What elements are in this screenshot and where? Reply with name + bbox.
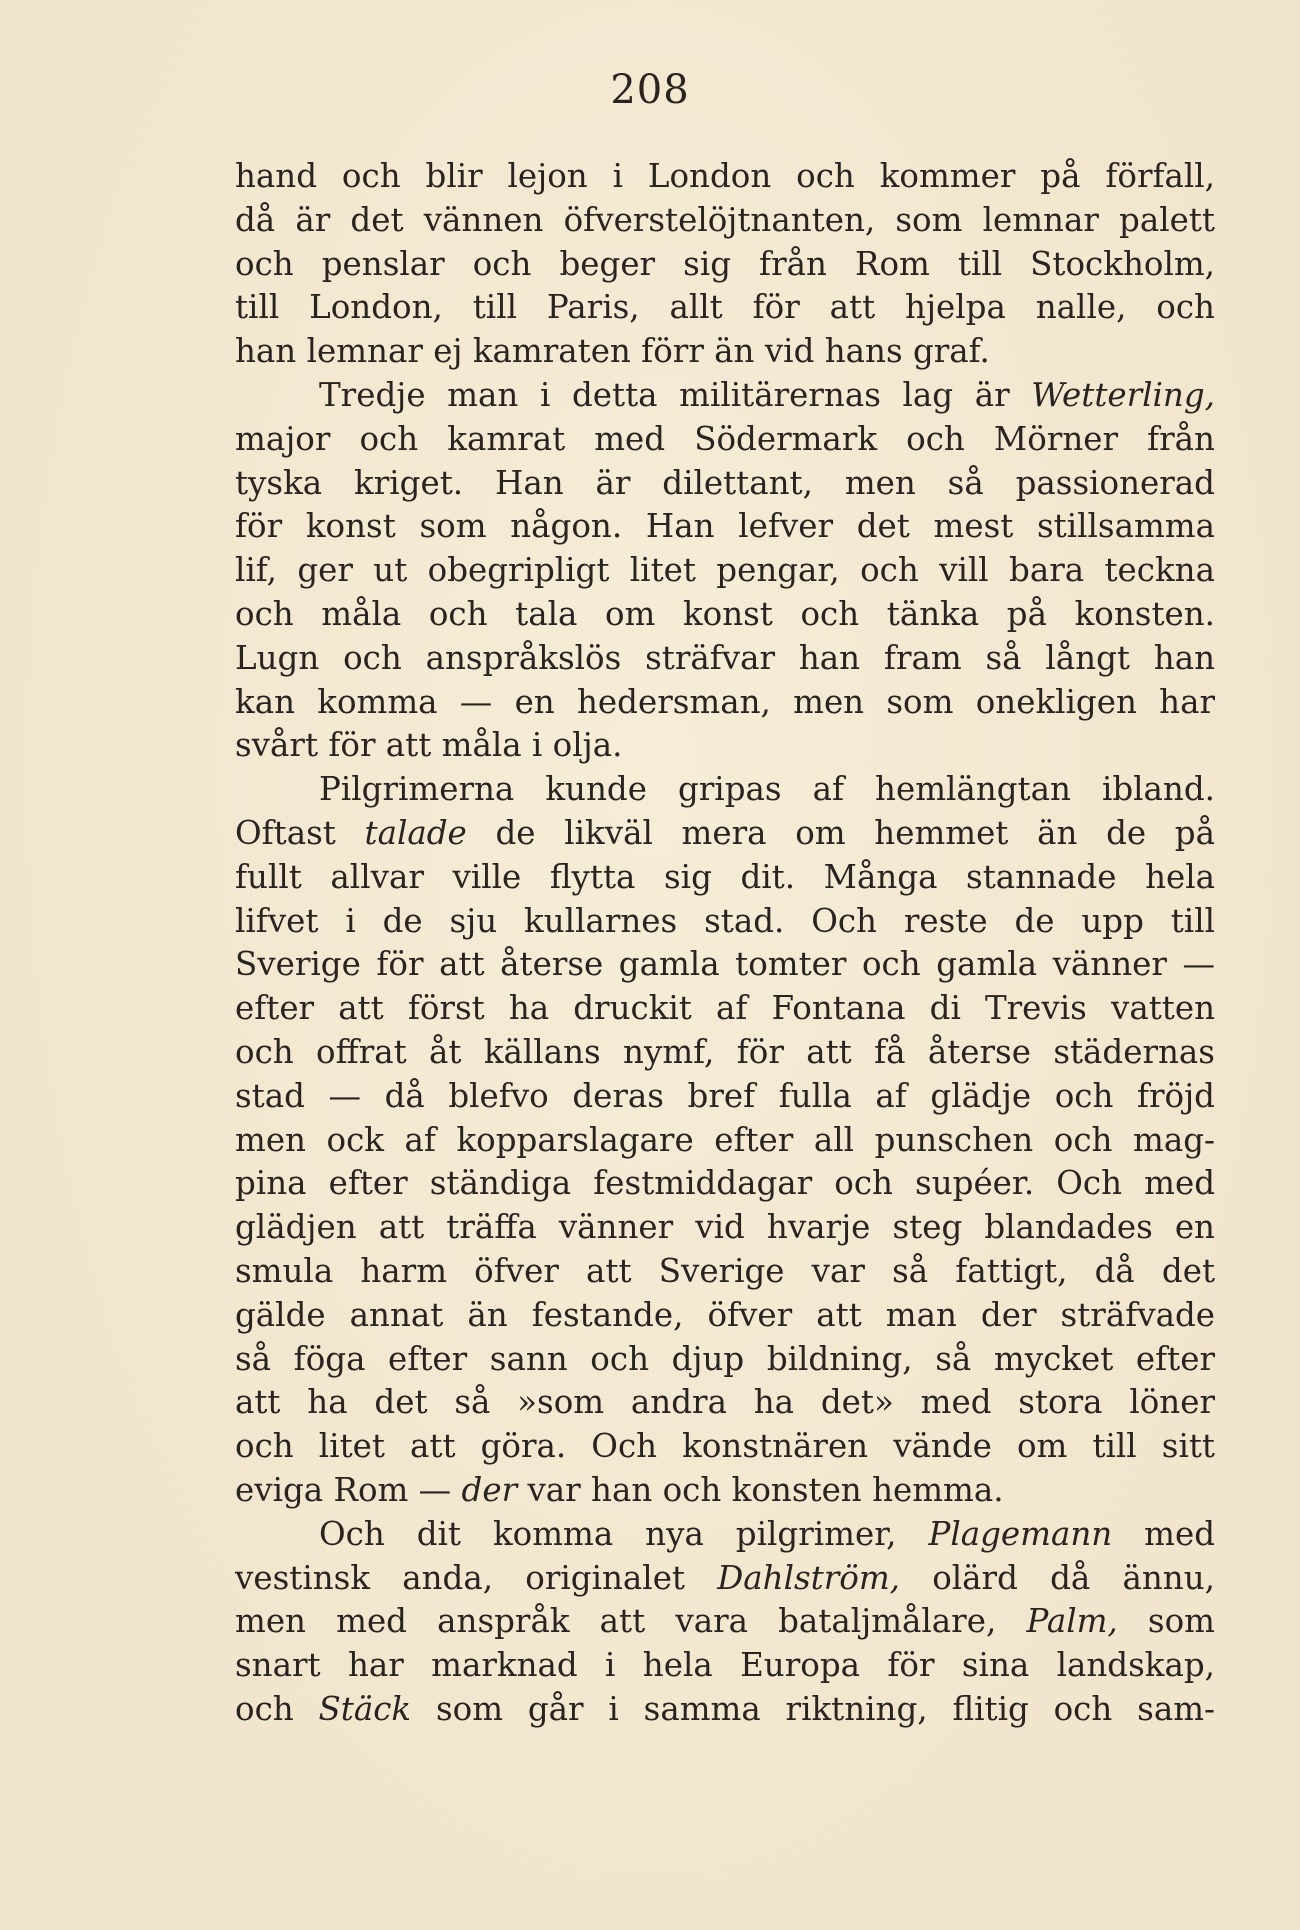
text-line (235, 724, 1215, 768)
italic-segment: Dahlström, (717, 1558, 900, 1597)
text-segment: och penslar och beger sig från Rom till Stockholm, (235, 244, 1215, 283)
text-line (235, 1250, 1215, 1294)
text-segment: major och kamrat med Södermark och Mörner från (235, 419, 1215, 458)
text-line (235, 243, 1215, 287)
text-segment: då är det vännen öfverstelöjtnanten, som lemnar palett (235, 200, 1215, 239)
text-line (235, 812, 1215, 856)
text-line (235, 374, 1215, 418)
text-segment: glädjen att träffa vänner vid hvarje steg blandades en (235, 1208, 1215, 1247)
text-segment: att ha det så »som andra ha det» med stora löner (235, 1383, 1215, 1422)
text-segment: så föga efter sann och djup bildning, så mycket efter (235, 1339, 1215, 1378)
text-line (235, 1469, 1215, 1513)
text-line (235, 505, 1215, 549)
text-segment: fullt allvar ville flytta sig dit. Många stannade hela (235, 857, 1215, 896)
text-line (235, 1513, 1215, 1557)
page-number: 208 (610, 67, 690, 113)
text-segment: pina efter ständiga festmiddagar och supéer. Och med (235, 1164, 1215, 1203)
text-line (235, 1119, 1215, 1163)
text-segment: tyska kriget. Han är dilettant, men så passionerad (235, 463, 1215, 502)
text-line (235, 549, 1215, 593)
text-segment: men ock af kopparslagare efter all punschen och mag- (235, 1120, 1215, 1159)
text-line (235, 1557, 1215, 1601)
text-line (235, 1425, 1215, 1469)
text-line (235, 1600, 1215, 1644)
text-segment: smula harm öfver att Sverige var så fattigt, då det (235, 1251, 1215, 1290)
text-line (235, 987, 1215, 1031)
text-line (235, 900, 1215, 944)
text-segment: och måla och tala om konst och tänka på konsten. (235, 594, 1215, 633)
text-segment: eviga Rom — (235, 1470, 462, 1509)
text-line (235, 1031, 1215, 1075)
text-segment: och offrat åt källans nymf, för att få återse städernas (235, 1032, 1215, 1071)
text-line (235, 1075, 1215, 1119)
italic-segment: Stäck (318, 1689, 412, 1728)
italic-segment: Plagemann (928, 1514, 1113, 1553)
text-line (235, 1338, 1215, 1382)
text-segment: var han och konsten hemma. (517, 1470, 1004, 1509)
italic-segment: talade (364, 813, 467, 852)
text-line (235, 418, 1215, 462)
text-line (235, 1644, 1215, 1688)
text-segment: för konst som någon. Han lefver det mest stillsamma (235, 507, 1215, 546)
text-segment: lif, ger ut obegripligt litet pengar, och vill bara teckna (235, 551, 1215, 590)
text-line (235, 943, 1215, 987)
text-segment: Och dit komma nya pilgrimer, (319, 1514, 929, 1553)
text-segment: vestinsk anda, originalet (235, 1558, 718, 1597)
text-segment: gälde annat än festande, öfver att man der sträfvade (235, 1295, 1215, 1334)
text-segment: och (235, 1689, 319, 1728)
text-segment: med (1112, 1514, 1215, 1553)
text-segment: Lugn och anspråkslös sträfvar han fram så långt han (235, 638, 1215, 677)
text-segment: stad — då blefvo deras bref fulla af glädje och fröjd (235, 1076, 1215, 1115)
text-segment: men med anspråk att vara bataljmålare, (235, 1602, 1027, 1641)
text-segment: svårt för att måla i olja. (235, 726, 623, 765)
text-segment: kan komma — en hedersman, men som onekligen har (235, 682, 1215, 721)
text-segment: Pilgrimerna kunde gripas af hemlängtan ibland. (319, 770, 1215, 809)
text-line (235, 1294, 1215, 1338)
text-segment: som (1117, 1602, 1215, 1641)
italic-segment: der (461, 1470, 518, 1509)
text-line (235, 1381, 1215, 1425)
text-line (235, 768, 1215, 812)
text-segment: Sverige för att återse gamla tomter och gamla vänner — (235, 945, 1215, 984)
text-segment: lifvet i de sju kullarnes stad. Och reste de upp till (235, 901, 1215, 940)
text-line (235, 637, 1215, 681)
text-segment: efter att först ha druckit af Fontana di Trevis vatten (235, 989, 1215, 1028)
text-line (235, 681, 1215, 725)
text-segment: till London, till Paris, allt för att hjelpa nalle, och (235, 288, 1215, 327)
text-segment: och litet att göra. Och konstnären vände om till sitt (235, 1427, 1215, 1466)
text-line (235, 286, 1215, 330)
text-line (235, 593, 1215, 637)
text-line (235, 199, 1215, 243)
text-line (235, 856, 1215, 900)
text-line (235, 462, 1215, 506)
italic-segment: Palm, (1026, 1602, 1118, 1641)
text-line (235, 1206, 1215, 1250)
text-segment: Oftast (235, 813, 365, 852)
italic-segment: Wetterling, (1031, 375, 1215, 414)
text-line (235, 330, 1215, 374)
text-segment: de likväl mera om hemmet än de på (466, 813, 1215, 852)
text-segment: som går i samma riktning, flitig och sam- (411, 1689, 1215, 1728)
text-segment: Tredje man i detta militärernas lag är (319, 375, 1032, 414)
text-segment: olärd då ännu, (899, 1558, 1215, 1597)
text-segment: hand och blir lejon i London och kommer på förfall, (235, 157, 1215, 195)
body-text (235, 155, 1215, 1732)
text-segment: snart har marknad i hela Europa för sina landskap, (235, 1646, 1215, 1685)
text-line (235, 1688, 1215, 1732)
text-segment: han lemnar ej kamraten förr än vid hans graf. (235, 332, 990, 371)
text-line (235, 1162, 1215, 1206)
text-line (235, 155, 1215, 199)
